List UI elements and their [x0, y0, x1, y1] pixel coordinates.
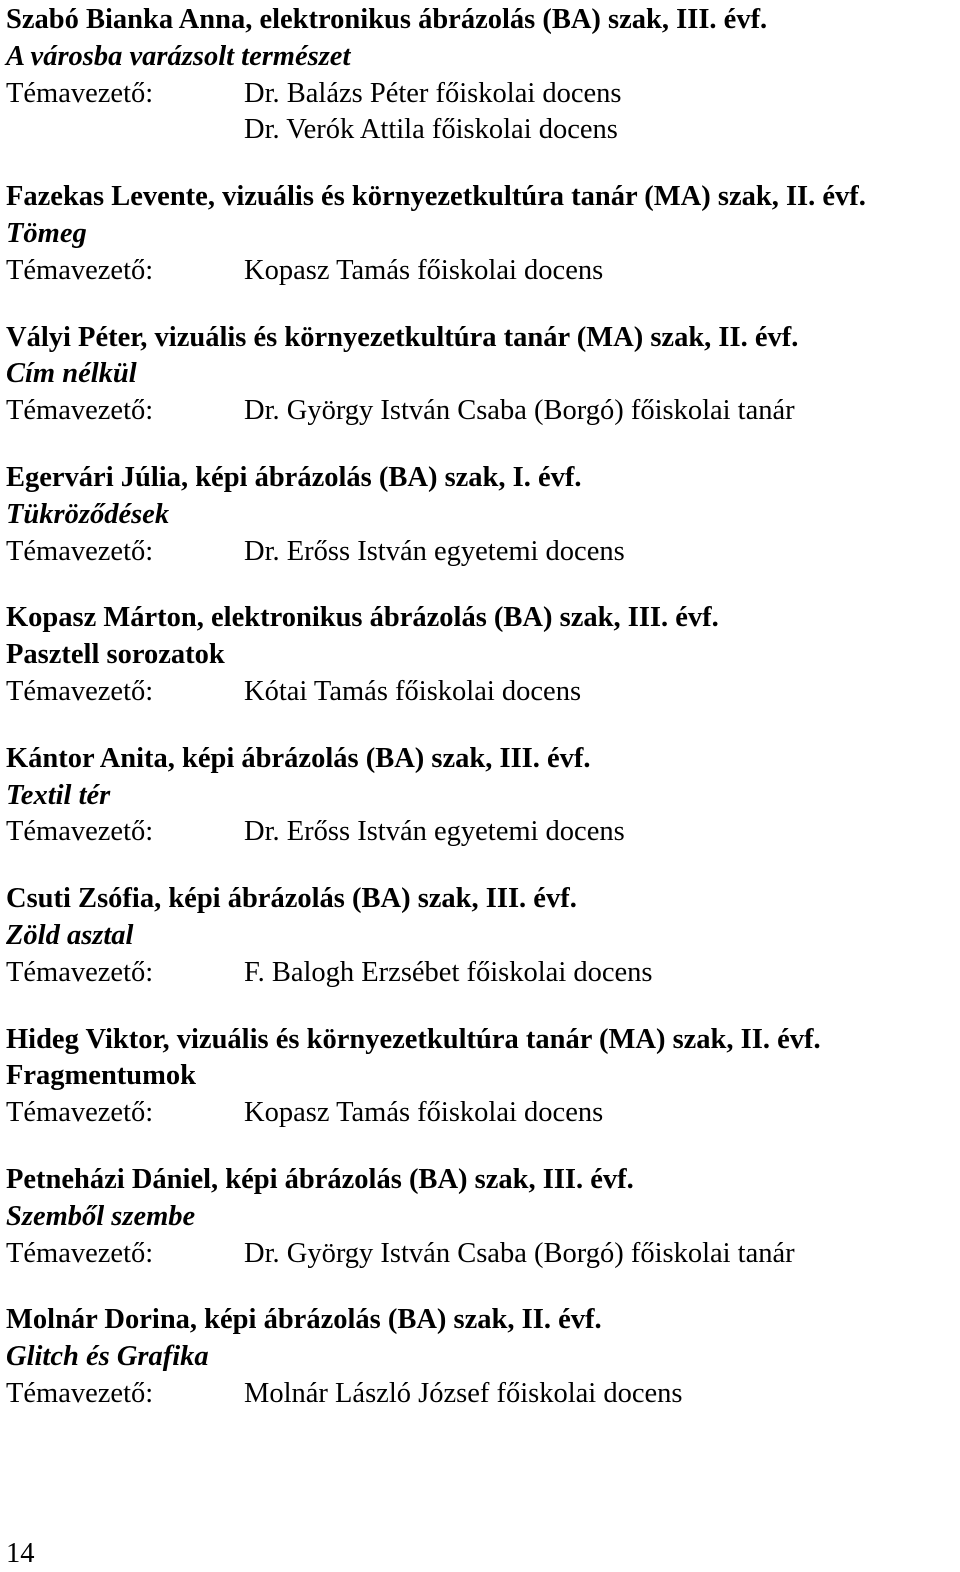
- supervisor-label: Témavezető:: [6, 254, 154, 286]
- student-line: Kopasz Márton, elektronikus ábrázolás (BA) szak, III. évf.: [6, 602, 719, 634]
- supervisor-name: Kótai Tamás főiskolai docens: [244, 675, 582, 707]
- supervisor-name: Kopasz Tamás főiskolai docens: [244, 254, 604, 286]
- supervisor-name: Dr. Erőss István egyetemi docens: [244, 535, 625, 567]
- thesis-title: Tömeg: [6, 217, 87, 249]
- supervisor-names: [244, 253, 603, 290]
- supervisor-names: [244, 814, 625, 851]
- supervisor-name: Molnár László József főiskolai docens: [244, 1377, 683, 1409]
- student-line: Vályi Péter, vizuális és környezetkultúra tanár (MA) szak, II. évf.: [6, 321, 799, 353]
- thesis-entry: [6, 1162, 954, 1272]
- student-line: Molnár Dorina, képi ábrázolás (BA) szak, II. évf.: [6, 1304, 602, 1336]
- supervisor-label: Témavezető:: [6, 816, 154, 848]
- supervisor-name: Kopasz Tamás főiskolai docens: [244, 1097, 604, 1129]
- supervisor-row: [6, 534, 954, 571]
- student-line: Hideg Viktor, vizuális és környezetkultúra tanár (MA) szak, II. évf.: [6, 1023, 821, 1055]
- student-line: Csuti Zsófia, képi ábrázolás (BA) szak, III. évf.: [6, 883, 577, 915]
- supervisor-label: Témavezető:: [6, 675, 154, 707]
- supervisor-row: [6, 393, 954, 430]
- supervisor-row: [6, 76, 954, 150]
- supervisor-name: Dr. Erőss István egyetemi docens: [244, 816, 625, 848]
- supervisor-names: [244, 955, 653, 992]
- supervisor-label: Témavezető:: [6, 1377, 154, 1409]
- supervisor-row: [6, 1095, 954, 1132]
- supervisor-row: [6, 1236, 954, 1273]
- student-line: Kántor Anita, képi ábrázolás (BA) szak, III. évf.: [6, 742, 591, 774]
- thesis-title: Glitch és Grafika: [6, 1341, 209, 1373]
- supervisor-names: [244, 1095, 603, 1132]
- supervisor-label: Témavezető:: [6, 1097, 154, 1129]
- thesis-entry: [6, 320, 954, 430]
- student-line: Szabó Bianka Anna, elektronikus ábrázolás (BA) szak, III. évf.: [6, 4, 768, 35]
- thesis-title: A városba varázsolt természet: [6, 40, 351, 72]
- supervisor-label: Témavezető:: [6, 1237, 154, 1269]
- thesis-entry: [6, 741, 954, 851]
- student-line: Egervári Júlia, képi ábrázolás (BA) szak, I. évf.: [6, 461, 582, 493]
- thesis-entry: [6, 2, 954, 149]
- supervisor-row: [6, 674, 954, 711]
- thesis-title: Fragmentumok: [6, 1060, 196, 1092]
- thesis-title: Pasztell sorozatok: [6, 639, 225, 671]
- supervisor-names: [244, 76, 622, 150]
- thesis-title: Zöld asztal: [6, 919, 134, 951]
- supervisor-label: Témavezető:: [6, 395, 154, 427]
- supervisor-row: [6, 253, 954, 290]
- supervisor-row: [6, 955, 954, 992]
- supervisor-name: Dr. Balázs Péter főiskolai docens: [244, 77, 622, 109]
- thesis-title: Cím nélkül: [6, 358, 137, 390]
- thesis-title: Tükröződések: [6, 498, 170, 530]
- thesis-entry: [6, 1302, 954, 1412]
- supervisor-names: [244, 674, 581, 711]
- thesis-title: Textil tér: [6, 779, 111, 811]
- thesis-entry: [6, 881, 954, 991]
- thesis-entry: [6, 600, 954, 710]
- supervisor-row: [6, 814, 954, 851]
- supervisor-name: Dr. György István Csaba (Borgó) főiskolai tanár: [244, 1237, 795, 1269]
- supervisor-names: [244, 534, 625, 571]
- supervisor-names: [244, 1236, 795, 1273]
- supervisor-label: Témavezető:: [6, 535, 154, 567]
- supervisor-name: Dr. Verók Attila főiskolai docens: [244, 114, 618, 146]
- student-line: Petneházi Dániel, képi ábrázolás (BA) szak, III. évf.: [6, 1163, 634, 1195]
- document-page: [6, 2, 954, 1443]
- supervisor-label: Témavezető:: [6, 77, 154, 109]
- supervisor-row: [6, 1376, 954, 1413]
- supervisor-name: Dr. György István Csaba (Borgó) főiskolai tanár: [244, 395, 795, 427]
- supervisor-name: F. Balogh Erzsébet főiskolai docens: [244, 956, 653, 988]
- supervisor-names: [244, 1376, 682, 1413]
- thesis-title: Szemből szembe: [6, 1200, 196, 1232]
- student-line: Fazekas Levente, vizuális és környezetkultúra tanár (MA) szak, II. évf.: [6, 181, 866, 213]
- thesis-entry: [6, 179, 954, 289]
- thesis-entry: [6, 1022, 954, 1132]
- supervisor-names: [244, 393, 795, 430]
- page-number: 14: [6, 1538, 35, 1569]
- supervisor-label: Témavezető:: [6, 956, 154, 988]
- thesis-entry: [6, 460, 954, 570]
